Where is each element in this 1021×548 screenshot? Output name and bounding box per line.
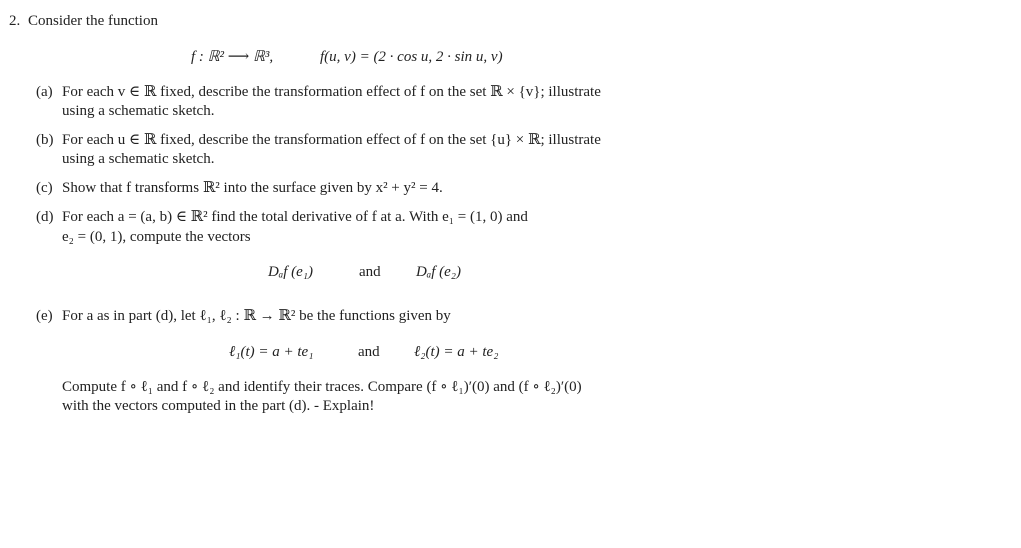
part-d-label: (d) — [36, 209, 54, 225]
part-d-text-line2: e₂ = (0, 1), compute the vectors — [62, 229, 251, 245]
part-d-equation-left: Dₐf (e₁) — [268, 264, 313, 280]
part-b-text-line2: using a schematic sketch. — [62, 151, 215, 167]
part-e-equation-and: and — [358, 344, 380, 360]
part-d-text-line1: For each a = (a, b) ∈ ℝ² find the total derivative of f at a. With e₁ = (1, 0) and — [62, 209, 528, 225]
part-b-label: (b) — [36, 132, 54, 148]
part-d-equation-right: Dₐf (e₂) — [416, 264, 461, 280]
part-e-equation-right: ℓ₂(t) = a + te₂ — [414, 344, 499, 360]
part-a-text-line2: using a schematic sketch. — [62, 103, 215, 119]
function-signature: f : ℝ² ⟶ ℝ³, — [191, 49, 274, 65]
function-formula: f(u, v) = (2 · cos u, 2 · sin u, v) — [320, 49, 503, 65]
problem-intro: Consider the function — [28, 13, 158, 29]
part-e-equation-left: ℓ₁(t) = a + te₁ — [229, 344, 314, 360]
part-e-label: (e) — [36, 308, 53, 324]
part-e-text-line3: with the vectors computed in the part (d). - Explain! — [62, 398, 375, 414]
part-a-text-line1: For each v ∈ ℝ fixed, describe the transformation effect of f on the set ℝ × {v}; illustrate — [62, 84, 601, 100]
part-e-text-line2: Compute f ∘ ℓ₁ and f ∘ ℓ₂ and identify their traces. Compare (f ∘ ℓ₁)′(0) and (f ∘ ℓ₂)′(0) — [62, 379, 582, 395]
part-c-label: (c) — [36, 180, 53, 196]
part-d-equation-and: and — [359, 264, 381, 280]
problem-number: 2. — [9, 13, 21, 29]
part-b-text-line1: For each u ∈ ℝ fixed, describe the transformation effect of f on the set {u} × ℝ; illustrate — [62, 132, 601, 148]
part-e-text-line1: For a as in part (d), let ℓ₁, ℓ₂ : ℝ → ℝ² be the functions given by — [62, 308, 451, 324]
part-a-label: (a) — [36, 84, 53, 100]
part-c-text-line1: Show that f transforms ℝ² into the surface given by x² + y² = 4. — [62, 180, 443, 196]
